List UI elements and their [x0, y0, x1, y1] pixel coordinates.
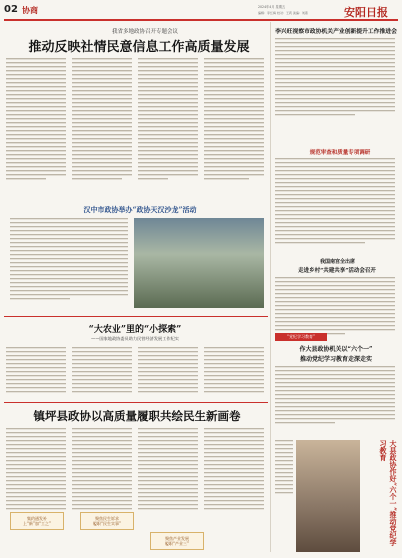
masthead: 安阳日报 — [344, 6, 388, 19]
right-story4-headline2: 推动党纪学习教育走深走实 — [299, 356, 372, 363]
right-story3-headline2: 走进乡村“共建共享”活动会召开 — [298, 268, 376, 274]
highlight-box-3 — [150, 532, 204, 550]
feature-rule — [4, 316, 268, 317]
section-label: 协商 — [22, 6, 38, 15]
bottom-story-headline: 镇坪县政协以高质量履职共绘民生新画卷 — [33, 409, 241, 423]
top-story-headline: 推动反映社情民意信息工作高质量发展 — [28, 40, 250, 55]
page-number: 02 — [4, 4, 18, 15]
right-story4-headline1: 作大县政协机关以“六个一” — [299, 346, 373, 353]
tag-label: “党纪学习教育” — [275, 333, 327, 341]
right-bottom-text — [275, 440, 295, 550]
right-story3-headline1: 我国南宫全出席 — [319, 259, 355, 265]
right-story2-headline: 规范审查和质量专项调研 — [309, 150, 371, 156]
right-story1-text — [275, 38, 397, 128]
right-story1-headline: 李兴旺视察市政协机关产业创新提升工作推进会 — [275, 29, 397, 35]
highlight-box-2-text: 聚焦民生诉求 履职“民生实事” — [92, 516, 122, 526]
highlight-box-1-text: 集约通发补 上“新”加“工之” — [22, 516, 52, 526]
header-editors: 编辑：李红梅 校对：王莉 美编：刘燕 — [258, 11, 308, 15]
top-story-kicker: 我省多地政协召开专题会议 — [111, 29, 178, 35]
photo-story-text — [10, 218, 130, 310]
feature-subline: ——国家地政协委员助力民营经济发展工作纪实 — [91, 336, 179, 341]
photo-story-caption: 汉中市政协举办“政协天汉沙龙”活动 — [83, 205, 197, 214]
feature-text — [6, 347, 268, 407]
right-story2-text — [275, 158, 397, 258]
right-story4-text — [275, 366, 397, 436]
column-divider — [270, 22, 271, 552]
text-lines-top — [6, 58, 268, 198]
bottom-rule — [4, 402, 268, 403]
highlight-box-2 — [80, 512, 134, 530]
header-rule — [4, 19, 398, 21]
highlight-box-3-text: 聚焦产业发展 履职“产业三” — [164, 536, 190, 546]
bottom-story-text — [6, 428, 268, 554]
feature-headline: “大农业”里的“小探索” — [88, 325, 182, 335]
highlight-box-1 — [10, 512, 64, 530]
vertical-banner: 大县政协作好“六个一”推动党纪学习教育 — [379, 440, 398, 547]
header-date: 2024年4月 星期五 — [258, 5, 286, 9]
photo-story-image — [134, 218, 264, 308]
right-bottom-photo — [296, 440, 360, 552]
